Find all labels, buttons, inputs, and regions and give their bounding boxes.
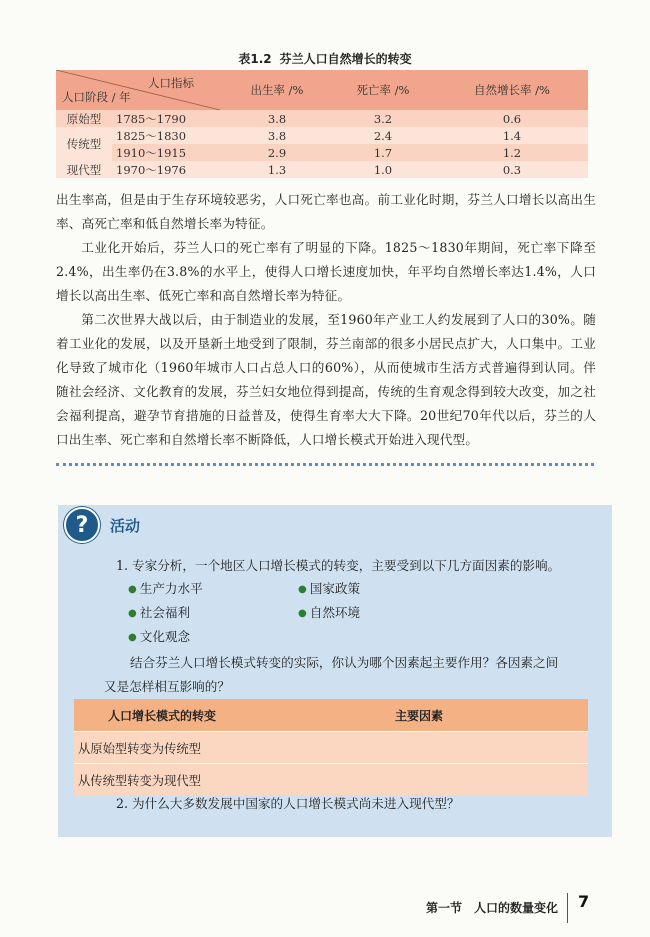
dotted-divider <box>56 463 594 466</box>
question-mark-icon: ? <box>64 507 100 543</box>
finland-population-table <box>56 70 588 178</box>
question-1-followup: 结合芬兰人口增长模式转变的实际，你认为哪个因素起主要作用？各因素之间 <box>130 655 559 670</box>
table-row <box>56 161 588 178</box>
question-1-followup-cont: 又是怎样相互影响的？ <box>104 679 230 694</box>
factor-item: ● 自然环境 <box>298 602 360 621</box>
table-number: 表1.2 <box>238 52 272 66</box>
col-growth-rate: 自然增长率 /% <box>436 70 588 110</box>
birth-cell: 3.8 <box>224 110 330 127</box>
period-cell: 1910～1915 <box>112 144 224 161</box>
page-number: 7 <box>578 892 590 911</box>
death-cell: 1.7 <box>330 144 436 161</box>
factor-item: ● 生产力水平 <box>128 578 203 597</box>
table-row <box>74 732 588 764</box>
col-main-factors: 主要因素 <box>250 699 588 732</box>
period-cell: 1825～1830 <box>112 127 224 144</box>
table-row <box>56 127 588 144</box>
factor-item: ● 社会福利 <box>128 602 190 621</box>
table-caption <box>0 50 650 67</box>
factor-item: ● 国家政策 <box>298 578 360 597</box>
activity-title: 活动 <box>110 516 141 535</box>
running-footer <box>426 899 558 916</box>
paragraph: 第二次世界大战以后，由于制造业的发展，至1960年产业工人约发展到了人口的30%。随着工业化的发展，以及开垦新土地受到了限制，芬兰南部的很多小居民点扩大，人口集中。工业化导致了城市化（1960年城市人口占总人口的60%），从而使城市生活方式普遍得到认同。伴随社会经济、文化教育的发展，芬兰妇女地位得到提高，传统的生育观念得到较大改变，加之社会福利提高，避孕节育措施的日益普及，使得生育率大大下降。20世纪70年代以后，芬兰的人口出生率、死亡率和自然增长率不断降低，人口增长模式开始进入现代型。 <box>56 312 596 447</box>
birth-cell: 1.3 <box>224 161 330 178</box>
question-1: 1. 专家分析，一个地区人口增长模式的转变，主要受到以下几方面因素的影响。 <box>116 558 561 573</box>
activity-box <box>58 505 612 837</box>
paragraph: 工业化开始后，芬兰人口的死亡率有了明显的下降。1825～1830年期间，死亡率下降至2.4%，出生率仍在3.8%的水平上，使得人口增长速度加快，年平均自然增长率达1.4%，人口增长以高出生率、低死亡率和高自然增长率为特征。 <box>56 240 596 303</box>
table-row <box>56 144 588 161</box>
stage-cell: 原始型 <box>56 110 112 127</box>
table-row <box>56 110 588 127</box>
stage-cell: 现代型 <box>56 161 112 178</box>
question-2: 2. 为什么大多数发展中国家的人口增长模式尚未进入现代型？ <box>116 796 460 811</box>
body-text <box>56 188 596 452</box>
paragraph: 出生率高，但是由于生存环境较恶劣，人口死亡率也高。前工业化时期，芬兰人口增长以高出生率、高死亡率和低自然增长率为特征。 <box>56 192 596 231</box>
answer-cell <box>250 764 588 796</box>
factors-table <box>74 699 588 795</box>
activity-header <box>64 507 140 543</box>
col-transition: 人口增长模式的转变 <box>74 699 250 732</box>
growth-cell: 0.6 <box>436 110 588 127</box>
transition-cell: 从原始型转变为传统型 <box>74 732 250 764</box>
transition-cell: 从传统型转变为现代型 <box>74 764 250 796</box>
diagonal-header-cell <box>56 70 224 110</box>
answer-cell <box>250 732 588 764</box>
period-cell: 1970～1976 <box>112 161 224 178</box>
footer-divider <box>567 893 568 923</box>
chapter-title: 人口的数量变化 <box>474 901 559 915</box>
growth-cell: 1.2 <box>436 144 588 161</box>
header-indicator-label: 人口指标 <box>148 76 194 90</box>
col-death-rate: 死亡率 /% <box>330 70 436 110</box>
growth-cell: 0.3 <box>436 161 588 178</box>
death-cell: 3.2 <box>330 110 436 127</box>
section-label: 第一节 <box>426 901 463 915</box>
col-birth-rate: 出生率 /% <box>224 70 330 110</box>
death-cell: 2.4 <box>330 127 436 144</box>
birth-cell: 3.8 <box>224 127 330 144</box>
growth-cell: 1.4 <box>436 127 588 144</box>
table-row <box>74 764 588 796</box>
header-stage-label: 人口阶段 / 年 <box>62 90 131 104</box>
death-cell: 1.0 <box>330 161 436 178</box>
period-cell: 1785～1790 <box>112 110 224 127</box>
table-title: 芬兰人口自然增长的转变 <box>279 52 412 66</box>
birth-cell: 2.9 <box>224 144 330 161</box>
stage-cell: 传统型 <box>56 127 112 161</box>
factor-item: ● 文化观念 <box>128 626 190 645</box>
